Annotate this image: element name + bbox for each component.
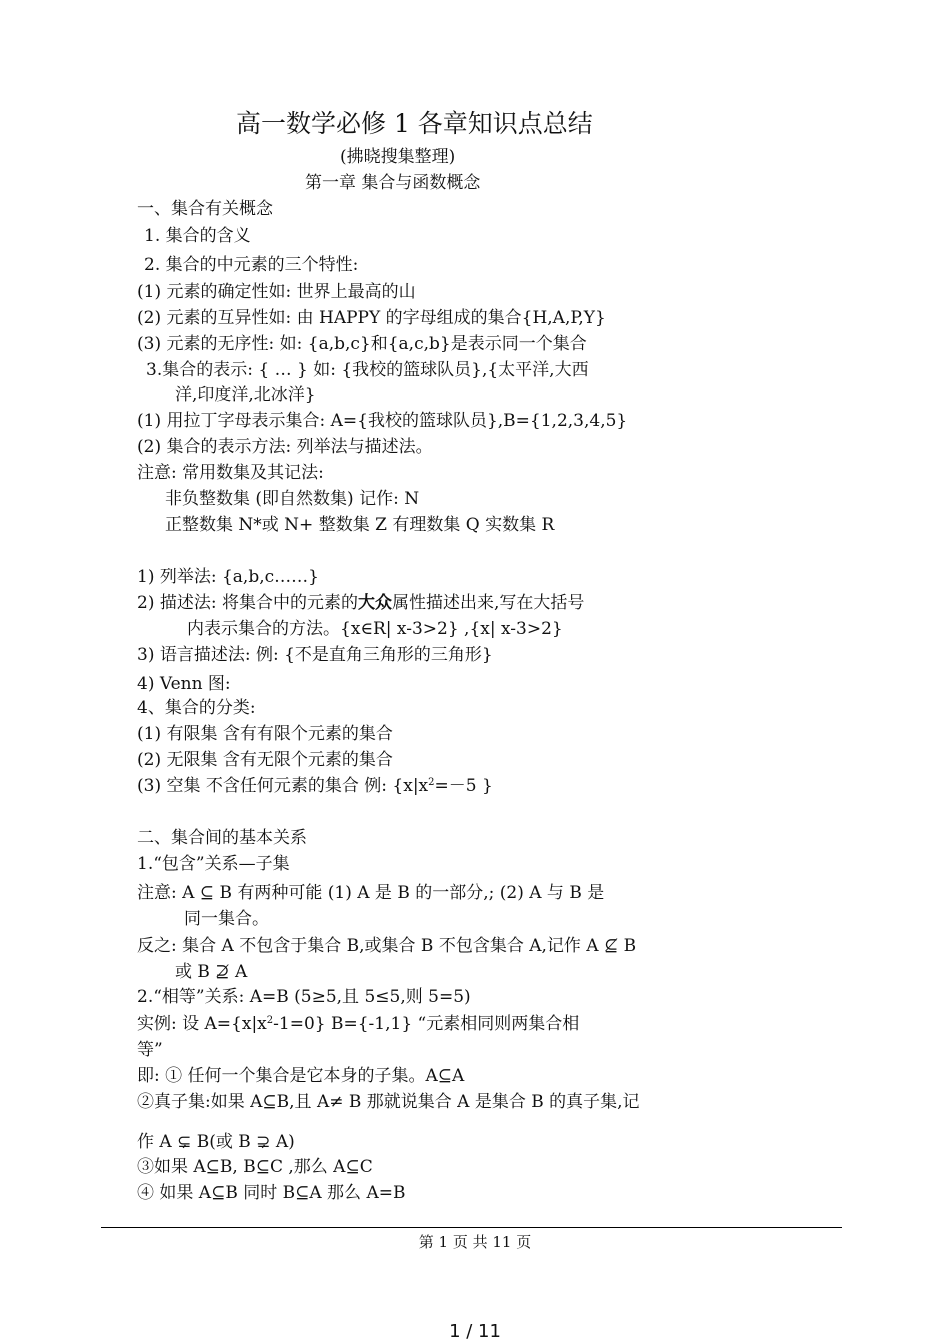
text-line: 注意: A ⊆ B 有两种可能 (1) A 是 B 的一部分,; (2) A 与 B 是 bbox=[137, 883, 605, 903]
text-line: ③如果 A⊆B, B⊆C ,那么 A⊆C bbox=[137, 1157, 373, 1177]
emphasis-text: 大众 bbox=[357, 593, 392, 613]
text-line: 正整数集 N*或 N+ 整数集 Z 有理数集 Q 实数集 R bbox=[165, 515, 555, 535]
text-line bbox=[137, 1013, 579, 1035]
text-line: 1.“包含”关系—子集 bbox=[137, 854, 290, 874]
text-line: 4) Venn 图: bbox=[137, 674, 231, 694]
text-line: 非负整数集 (即自然数集) 记作: N bbox=[165, 489, 420, 509]
text-line: 1. 集合的含义 bbox=[144, 226, 251, 246]
footer-divider bbox=[101, 1227, 842, 1228]
text-line: 反之: 集合 A 不包含于集合 B,或集合 B 不包含集合 A,记作 A ⊈ B bbox=[137, 936, 637, 956]
text-line: 2. 集合的中元素的三个特性: bbox=[144, 255, 359, 275]
text-segment: 实例: 设 A={x|x bbox=[137, 1014, 267, 1034]
text-line: 或 B ⊉ A bbox=[175, 962, 248, 982]
text-segment: -1=0} B={-1,1} “元素相同则两集合相 bbox=[273, 1014, 580, 1034]
text-line: (1) 用拉丁字母表示集合: A={我校的篮球队员},B={1,2,3,4,5} bbox=[137, 411, 628, 431]
text-segment: 作 A bbox=[137, 1132, 178, 1152]
text-line bbox=[137, 775, 493, 797]
text-segment: (3) 空集 不含任何元素的集合 例: {x|x bbox=[137, 776, 429, 796]
document-title: 高一数学必修 1 各章知识点总结 bbox=[236, 109, 593, 138]
text-line bbox=[137, 1131, 295, 1153]
text-segment: A) bbox=[270, 1132, 295, 1152]
text-line: 3) 语言描述法: 例: {不是直角三角形的三角形} bbox=[137, 645, 493, 665]
superscript: 2 bbox=[266, 1015, 274, 1026]
text-segment: B(或 B bbox=[191, 1132, 257, 1152]
text-line: 即: ① 任何一个集合是它本身的子集。A⊆A bbox=[137, 1066, 465, 1086]
text-line: (2) 元素的互异性如: 由 HAPPY 的字母组成的集合{H,A,P,Y} bbox=[137, 308, 606, 328]
text-line: (2) 集合的表示方法: 列举法与描述法。 bbox=[137, 437, 433, 457]
document-subtitle: (拂晓搜集整理) bbox=[340, 147, 456, 167]
text-line: 3.集合的表示: { … } 如: {我校的篮球队员},{太平洋,大西 bbox=[146, 360, 589, 380]
page-footer: 第 1 页 共 11 页 bbox=[418, 1233, 532, 1251]
section-heading: 二、集合间的基本关系 bbox=[137, 828, 307, 848]
text-line: 内表示集合的方法。{x∈R| x-3>2} ,{x| x-3>2} bbox=[187, 619, 563, 639]
text-line: (2) 无限集 含有无限个元素的集合 bbox=[137, 750, 393, 770]
text-line bbox=[137, 592, 584, 614]
text-line: 注意: 常用数集及其记法: bbox=[137, 463, 324, 483]
page-indicator: 1 / 11 bbox=[449, 1321, 501, 1342]
text-line: ②真子集:如果 A⊆B,且 A≠ B 那就说集合 A 是集合 B 的真子集,记 bbox=[137, 1092, 640, 1112]
text-line: 同一集合。 bbox=[184, 909, 269, 929]
proper-subset-symbol: ⊊ bbox=[177, 1132, 192, 1152]
text-line: 1) 列举法: {a,b,c……} bbox=[137, 567, 319, 587]
text-line: (3) 元素的无序性: 如: {a,b,c}和{a,c,b}是表示同一个集合 bbox=[137, 334, 587, 354]
section-heading: 一、集合有关概念 bbox=[137, 199, 273, 219]
text-line: 洋,印度洋,北冰洋} bbox=[175, 385, 316, 405]
text-line: 等” bbox=[137, 1040, 163, 1060]
text-segment: 2) 描述法: 将集合中的元素的 bbox=[137, 593, 358, 613]
text-line: 4、集合的分类: bbox=[137, 698, 256, 718]
text-line: (1) 元素的确定性如: 世界上最高的山 bbox=[137, 282, 416, 302]
text-line: (1) 有限集 含有有限个元素的集合 bbox=[137, 724, 393, 744]
text-line: 2.“相等”关系: A=B (5≥5,且 5≤5,则 5=5) bbox=[137, 987, 471, 1007]
text-segment: 属性描述出来,写在大括号 bbox=[391, 593, 585, 613]
chapter-heading: 第一章 集合与函数概念 bbox=[305, 173, 481, 193]
proper-superset-symbol: ⊋ bbox=[256, 1132, 271, 1152]
text-line: ④ 如果 A⊆B 同时 B⊆A 那么 A=B bbox=[137, 1183, 406, 1203]
superscript: 2 bbox=[428, 777, 435, 788]
text-segment: =－5 } bbox=[434, 776, 493, 796]
